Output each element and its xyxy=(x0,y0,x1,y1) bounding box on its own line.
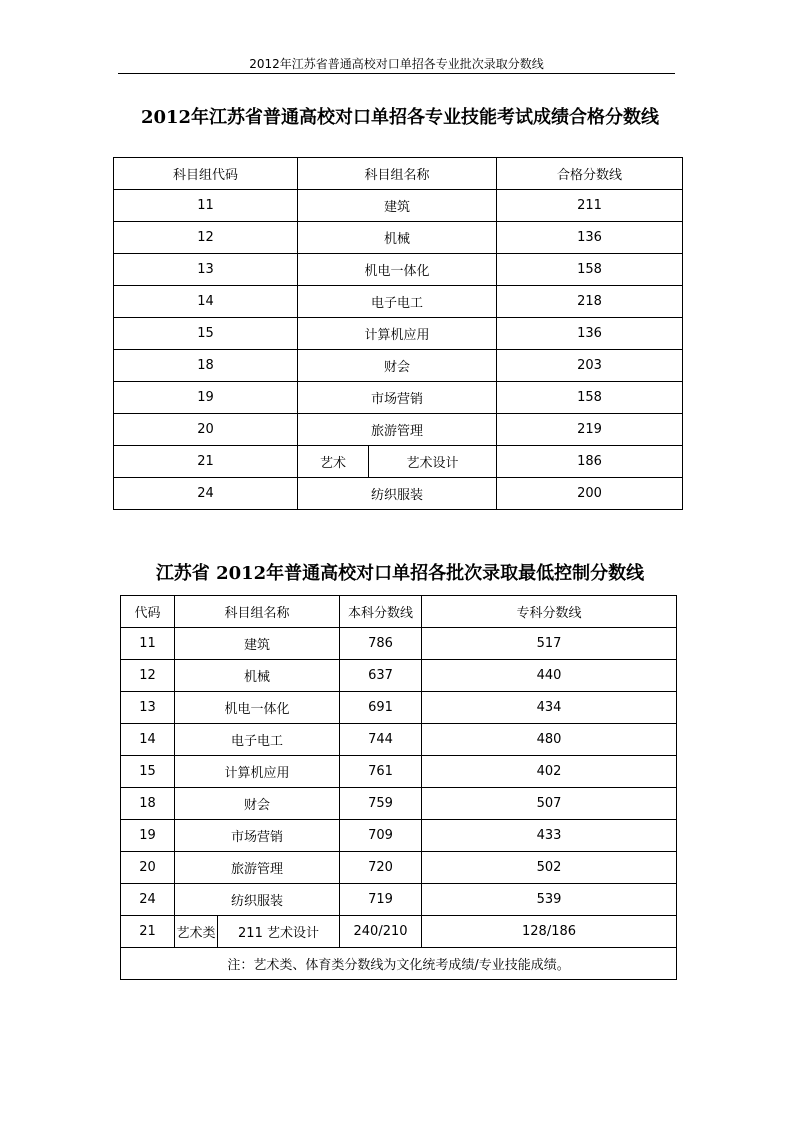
code-cell: 12 xyxy=(114,222,298,254)
table-row xyxy=(114,350,683,382)
code-cell: 21 xyxy=(121,916,175,948)
associate-score-cell: 539 xyxy=(422,884,677,916)
code-cell: 11 xyxy=(121,628,175,660)
bachelor-score-cell: 761 xyxy=(340,756,422,788)
code-cell: 12 xyxy=(121,660,175,692)
table-row xyxy=(114,382,683,414)
associate-score-cell: 402 xyxy=(422,756,677,788)
score-cell: 186 xyxy=(497,446,683,478)
table-row xyxy=(121,756,677,788)
bachelor-score-cell: 719 xyxy=(340,884,422,916)
associate-score-cell: 434 xyxy=(422,692,677,724)
admission-min-score-table xyxy=(120,595,677,980)
table-row xyxy=(114,414,683,446)
associate-score-cell: 517 xyxy=(422,628,677,660)
name-cell: 建筑 xyxy=(175,628,340,660)
table-row xyxy=(121,692,677,724)
footnote: 注：艺术类、体育类分数线为文化统考成绩/专业技能成绩。 xyxy=(121,948,677,980)
code-cell: 11 xyxy=(114,190,298,222)
column-header: 科目组名称 xyxy=(175,596,340,628)
code-cell: 19 xyxy=(121,820,175,852)
code-cell: 24 xyxy=(114,478,298,510)
score-cell: 136 xyxy=(497,318,683,350)
name-cell: 纺织服装 xyxy=(175,884,340,916)
name-cell: 艺术设计 xyxy=(369,446,497,478)
associate-score-cell: 433 xyxy=(422,820,677,852)
column-header: 科目组代码 xyxy=(114,158,298,190)
associate-score-cell: 480 xyxy=(422,724,677,756)
name-cell: 纺织服装 xyxy=(298,478,497,510)
code-cell: 21 xyxy=(114,446,298,478)
code-cell: 13 xyxy=(121,692,175,724)
associate-score-cell: 128/186 xyxy=(422,916,677,948)
column-header: 本科分数线 xyxy=(340,596,422,628)
name-cell: 旅游管理 xyxy=(175,852,340,884)
table-row xyxy=(114,222,683,254)
column-header: 专科分数线 xyxy=(422,596,677,628)
associate-score-cell: 507 xyxy=(422,788,677,820)
running-header: 2012年江苏省普通高校对口单招各专业批次录取分数线 xyxy=(118,56,675,74)
name-cell: 财会 xyxy=(175,788,340,820)
code-cell: 24 xyxy=(121,884,175,916)
code-cell: 20 xyxy=(114,414,298,446)
name-cell: 机电一体化 xyxy=(175,692,340,724)
bachelor-score-cell: 744 xyxy=(340,724,422,756)
bachelor-score-cell: 240/210 xyxy=(340,916,422,948)
name-cell: 建筑 xyxy=(298,190,497,222)
table-row-art xyxy=(121,916,677,948)
table-row xyxy=(121,788,677,820)
associate-score-cell: 440 xyxy=(422,660,677,692)
code-cell: 15 xyxy=(121,756,175,788)
name-cell: 市场营销 xyxy=(175,820,340,852)
name-cell: 市场营销 xyxy=(298,382,497,414)
code-cell: 19 xyxy=(114,382,298,414)
score-cell: 218 xyxy=(497,286,683,318)
code-cell: 20 xyxy=(121,852,175,884)
table-header-row xyxy=(114,158,683,190)
table-row xyxy=(121,724,677,756)
column-header: 科目组名称 xyxy=(298,158,497,190)
code-cell: 18 xyxy=(114,350,298,382)
table-row xyxy=(121,660,677,692)
table-row xyxy=(114,190,683,222)
table-row xyxy=(121,852,677,884)
score-cell: 136 xyxy=(497,222,683,254)
name-cell: 计算机应用 xyxy=(298,318,497,350)
code-cell: 18 xyxy=(121,788,175,820)
table-row xyxy=(121,820,677,852)
table-header-row xyxy=(121,596,677,628)
art-group-cell: 艺术类 xyxy=(175,916,218,948)
table-row xyxy=(121,628,677,660)
name-cell: 211 艺术设计 xyxy=(218,916,340,948)
score-cell: 203 xyxy=(497,350,683,382)
score-cell: 158 xyxy=(497,382,683,414)
code-cell: 14 xyxy=(114,286,298,318)
name-cell: 电子电工 xyxy=(175,724,340,756)
bachelor-score-cell: 720 xyxy=(340,852,422,884)
section2-title: 江苏省 2012年普通高校对口单招各批次录取最低控制分数线 xyxy=(155,563,645,584)
table-row xyxy=(114,318,683,350)
column-header: 代码 xyxy=(121,596,175,628)
art-group-cell: 艺术 xyxy=(298,446,369,478)
table-row xyxy=(114,286,683,318)
bachelor-score-cell: 637 xyxy=(340,660,422,692)
code-cell: 15 xyxy=(114,318,298,350)
score-cell: 158 xyxy=(497,254,683,286)
score-cell: 211 xyxy=(497,190,683,222)
name-cell: 机械 xyxy=(175,660,340,692)
code-cell: 13 xyxy=(114,254,298,286)
code-cell: 14 xyxy=(121,724,175,756)
bachelor-score-cell: 759 xyxy=(340,788,422,820)
associate-score-cell: 502 xyxy=(422,852,677,884)
column-header: 合格分数线 xyxy=(497,158,683,190)
table-row xyxy=(114,254,683,286)
score-cell: 200 xyxy=(497,478,683,510)
name-cell: 机械 xyxy=(298,222,497,254)
score-cell: 219 xyxy=(497,414,683,446)
bachelor-score-cell: 691 xyxy=(340,692,422,724)
bachelor-score-cell: 786 xyxy=(340,628,422,660)
name-cell: 财会 xyxy=(298,350,497,382)
table-row-art xyxy=(114,446,683,478)
table-row xyxy=(114,478,683,510)
name-cell: 旅游管理 xyxy=(298,414,497,446)
name-cell: 计算机应用 xyxy=(175,756,340,788)
table-row xyxy=(121,884,677,916)
note-row xyxy=(121,948,677,980)
name-cell: 机电一体化 xyxy=(298,254,497,286)
bachelor-score-cell: 709 xyxy=(340,820,422,852)
section1-title: 2012年江苏省普通高校对口单招各专业技能考试成绩合格分数线 xyxy=(140,107,660,128)
skill-test-pass-score-table xyxy=(113,157,683,510)
name-cell: 电子电工 xyxy=(298,286,497,318)
